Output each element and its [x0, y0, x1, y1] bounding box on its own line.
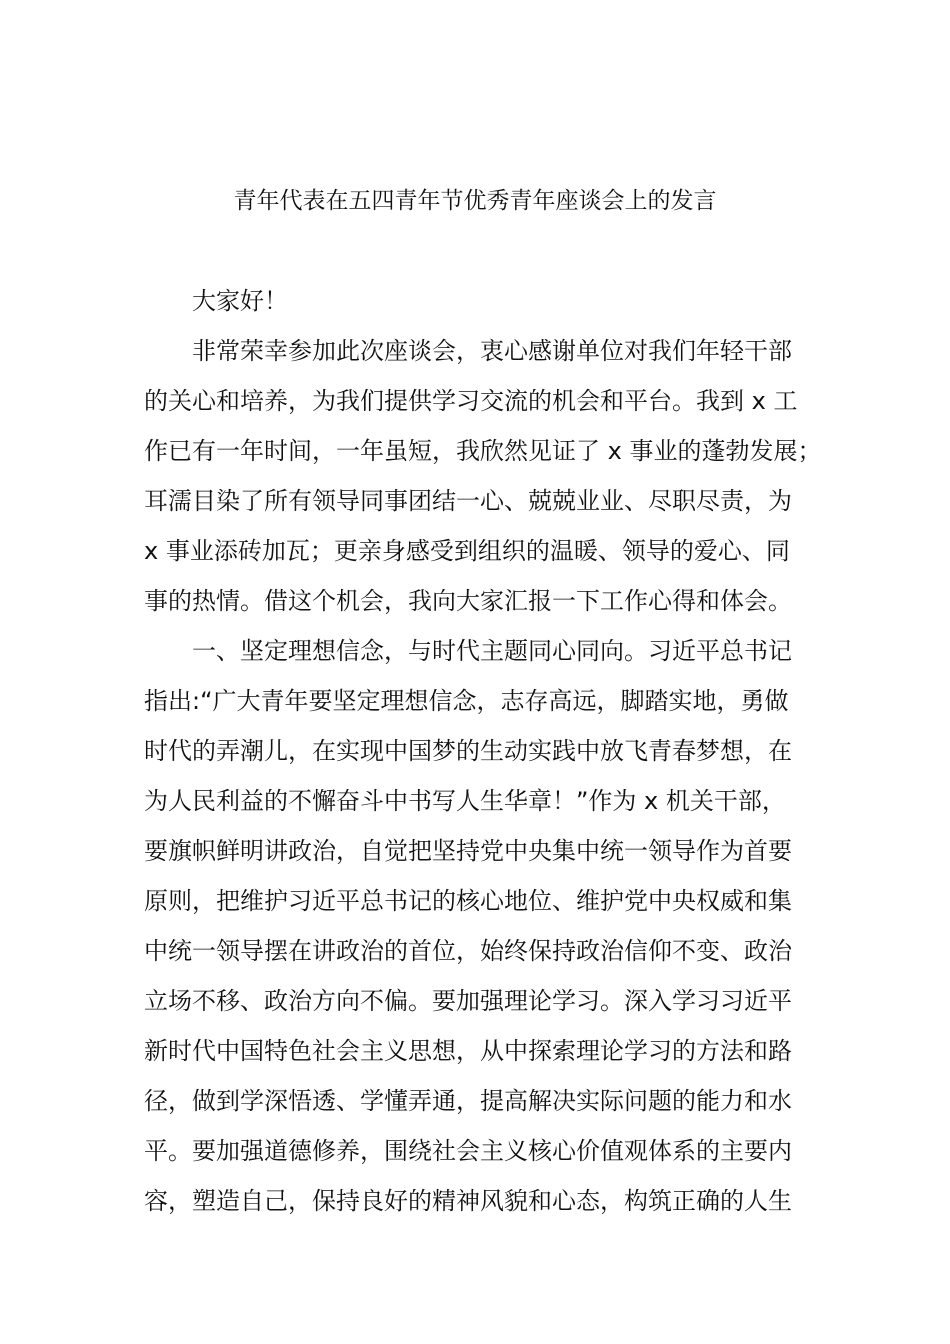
- document-body: [144, 284, 822, 1234]
- paragraph-line: 的关心和培养，为我们提供学习交流的机会和平台。我到 x 工: [144, 387, 798, 415]
- paragraph-line: 指出:“广大青年要坚定理想信念，志存高远，脚踏实地，勇做: [144, 687, 789, 715]
- paragraph-line: 原则，把维护习近平总书记的核心地位、维护党中央权威和集: [144, 887, 792, 915]
- paragraph-line: 耳濡目染了所有领导同事团结一心、兢兢业业、尽职尽责，为: [144, 487, 792, 515]
- paragraph-line: 为人民利益的不懈奋斗中书写人生华章！”作为 x 机关干部，: [144, 787, 786, 815]
- paragraph-line: 平。要加强道德修养，围绕社会主义核心价值观体系的主要内: [144, 1137, 792, 1165]
- document-title: 青年代表在五四青年节优秀青年座谈会上的发言: [233, 188, 717, 214]
- paragraph-line: 要旗帜鲜明讲政治，自觉把坚持党中央集中统一领导作为首要: [144, 837, 792, 865]
- paragraph-line: 中统一领导摆在讲政治的首位，始终保持政治信仰不变、政治: [144, 937, 792, 965]
- paragraph-line: x 事业添砖加瓦；更亲身感受到组织的温暖、领导的爱心、同: [144, 537, 790, 565]
- paragraph-line: 立场不移、政治方向不偏。要加强理论学习。深入学习习近平: [144, 987, 792, 1015]
- paragraph-line: 时代的弄潮儿，在实现中国梦的生动实践中放飞青春梦想，在: [144, 737, 792, 765]
- greeting-line: 大家好！: [192, 287, 288, 315]
- paragraph-line: 新时代中国特色社会主义思想，从中探索理论学习的方法和路: [144, 1037, 792, 1065]
- paragraph-line: 非常荣幸参加此次座谈会，衷心感谢单位对我们年轻干部: [192, 337, 792, 365]
- paragraph-line: 事的热情。借这个机会，我向大家汇报一下工作心得和体会。: [144, 587, 792, 615]
- paragraph-line: 径，做到学深悟透、学懂弄通，提高解决实际问题的能力和水: [144, 1087, 792, 1115]
- paragraph-line: 容，塑造自己，保持良好的精神风貌和心态，构筑正确的人生: [144, 1187, 792, 1215]
- paragraph-line: 一、坚定理想信念，与时代主题同心同向。习近平总书记: [192, 637, 792, 665]
- paragraph-line: 作已有一年时间，一年虽短，我欣然见证了 x 事业的蓬勃发展；: [144, 437, 822, 465]
